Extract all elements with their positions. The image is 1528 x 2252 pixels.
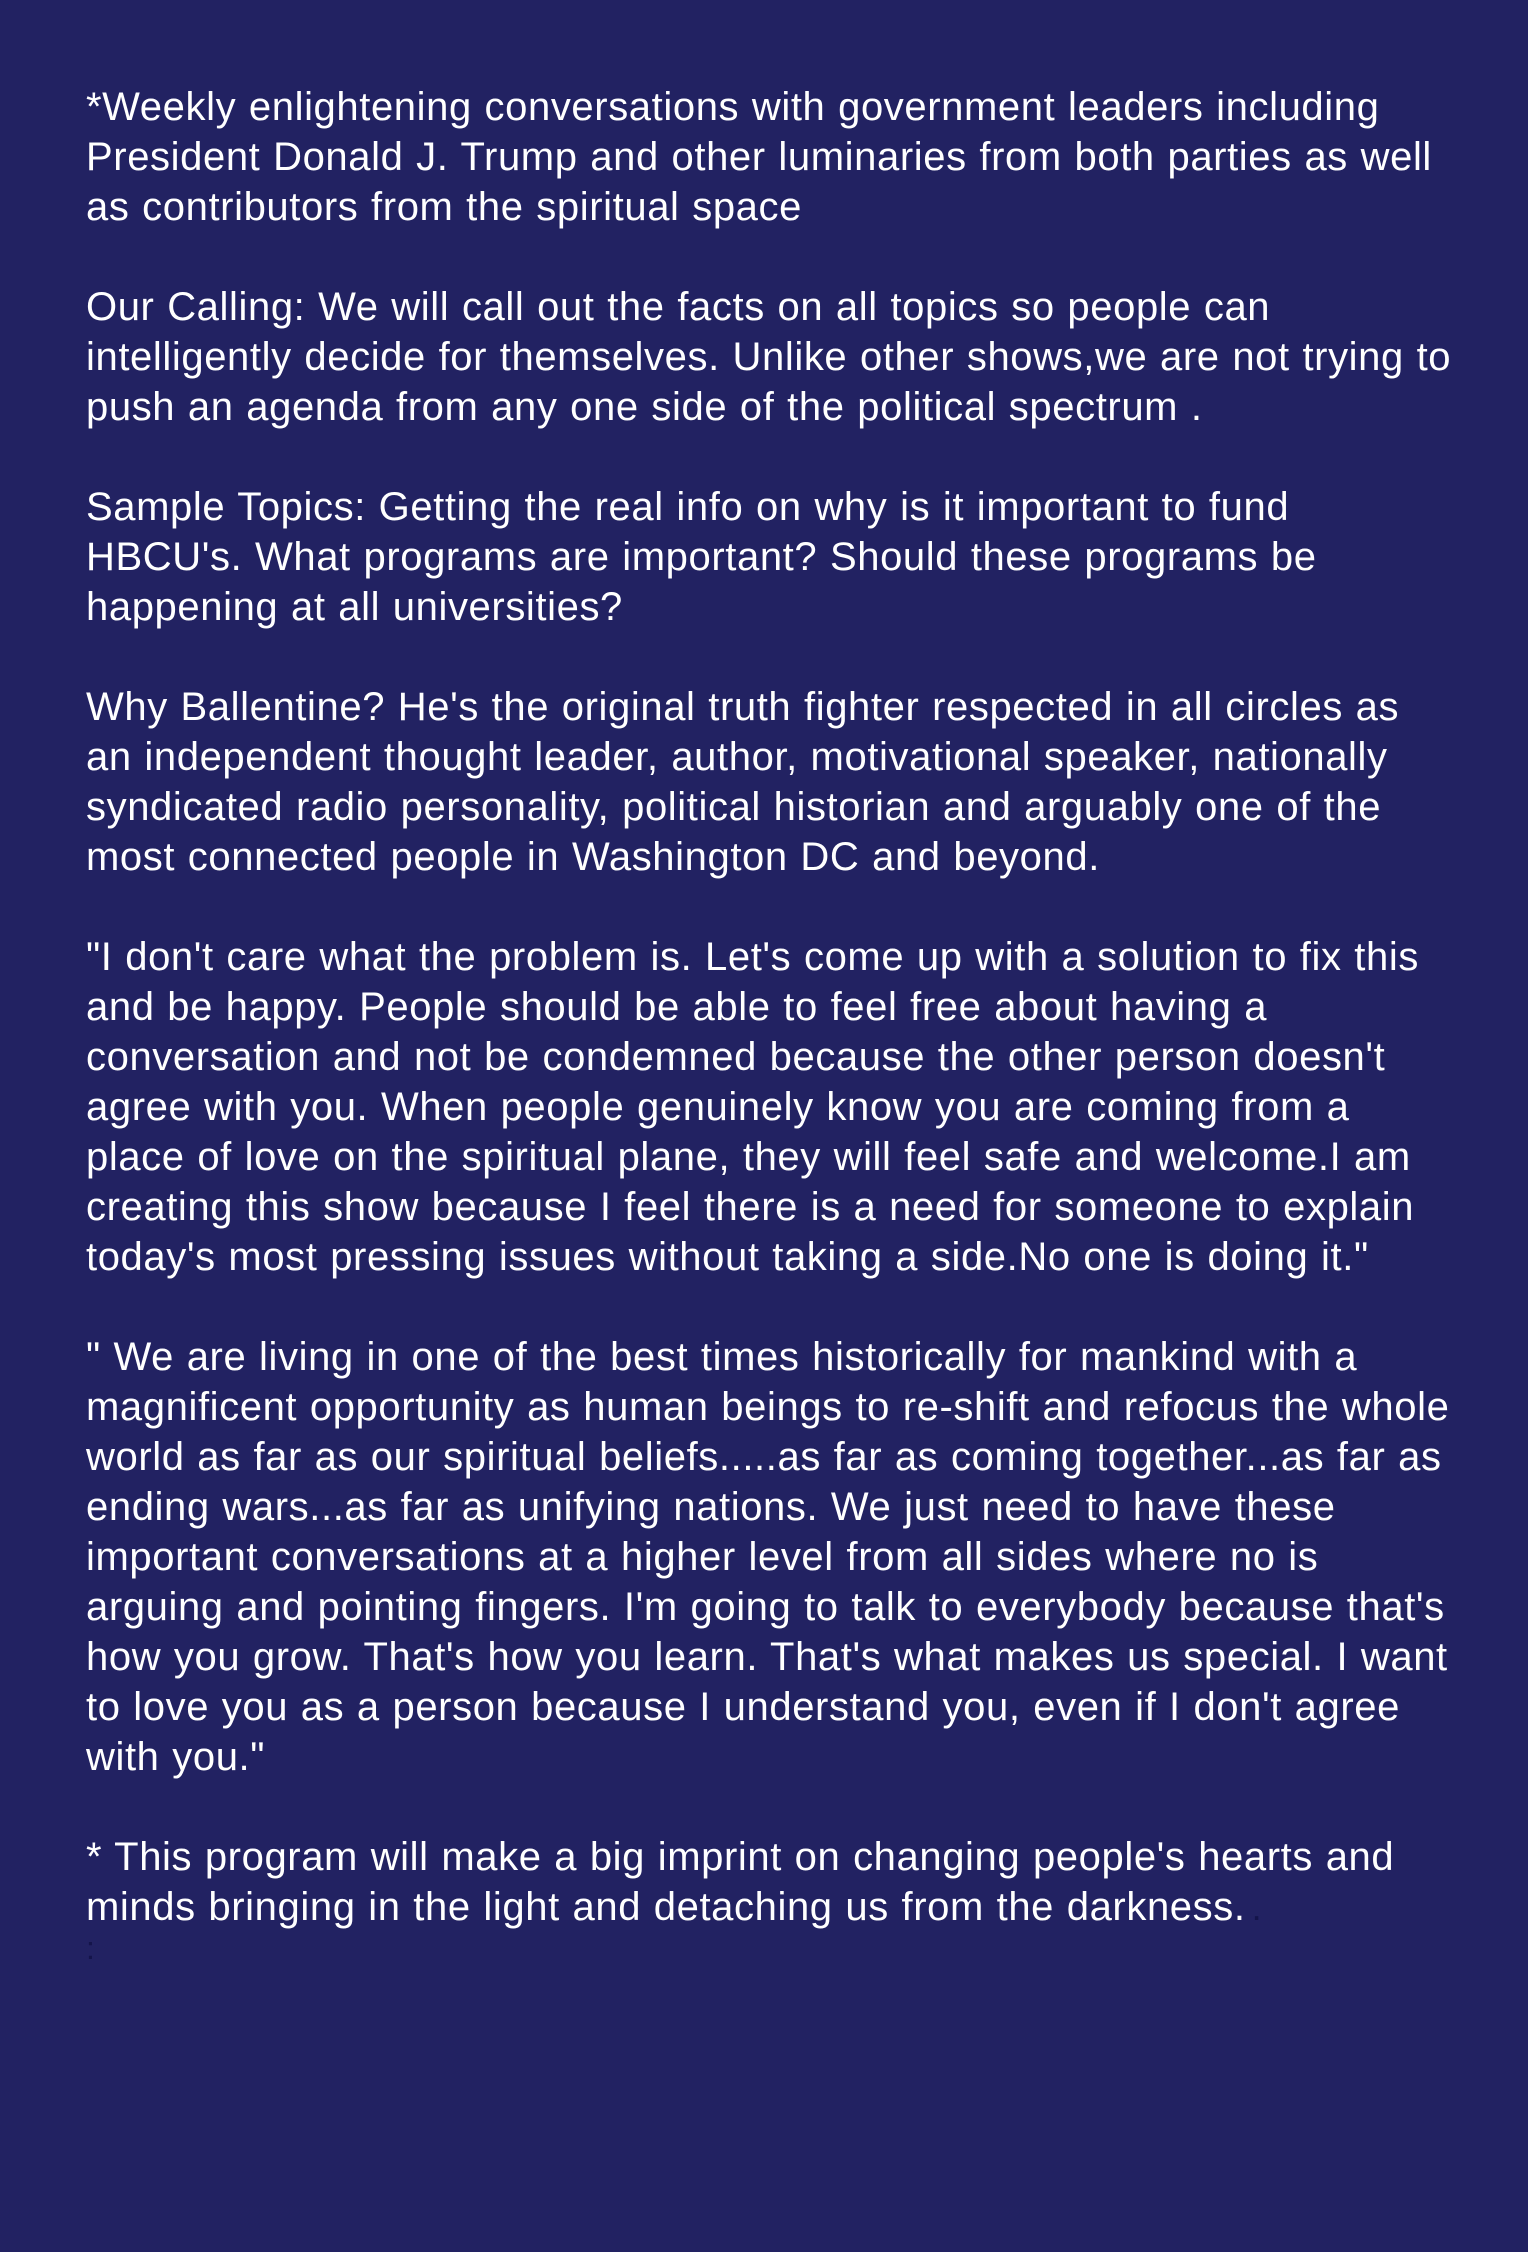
trailing-colon-mark: :: [86, 1930, 96, 1966]
dim-period-mark: .: [1251, 1887, 1263, 1928]
paragraph-program-imprint-text: * This program will make a big imprint on changing people's hearts and minds bringing in the light and detaching us from the darkness.: [86, 1835, 1395, 1929]
paragraph-sample-topics: Sample Topics: Getting the real info on why is it important to fund HBCU's. What programs are important? Should these programs be happening at all universities?: [86, 485, 1317, 629]
paragraph-our-calling: Our Calling: We will call out the facts on all topics so people can intelligently decide for themselves. Unlike other shows,we are not trying to push an agenda from any one side of the political spectrum .: [86, 285, 1452, 429]
paragraph-weekly-conversations: *Weekly enlightening conversations with government leaders including President Donald J. Trump and other luminaries from both parties as well as contributors from the spiritual space: [86, 85, 1432, 229]
paragraph-program-imprint: [86, 1832, 1456, 1933]
paragraph-quote-problem: "I don't care what the problem is. Let's come up with a solution to fix this and be happy. People should be able to feel free about having a conversation and not be condemned because the other person doesn't agree with you. When people genuinely know you are coming from a place of love on the spiritual plane, they will feel safe and welcome.I am creating this show because I feel there is a need for someone to explain today's most pressing issues without taking a side.No one is doing it.": [86, 935, 1419, 1279]
document-body: [86, 82, 1456, 1966]
paragraph-why-ballentine: Why Ballentine? He's the original truth fighter respected in all circles as an independent thought leader, author, motivational speaker, nationally syndicated radio personality, political historian and arguably one of the most connected people in Washington DC and beyond.: [86, 685, 1400, 879]
paragraph-quote-living: " We are living in one of the best times historically for mankind with a magnificent opportunity as human beings to re-shift and refocus the whole world as far as our spiritual beliefs.....as far as coming together...as far as ending wars...as far as unifying nations. We just need to have these important conversations at a higher level from all sides where no is arguing and pointing fingers. I'm going to talk to everybody because that's how you grow. That's how you learn. That's what makes us special. I want to love you as a person because I understand you, even if I don't agree with you.": [86, 1335, 1450, 1779]
